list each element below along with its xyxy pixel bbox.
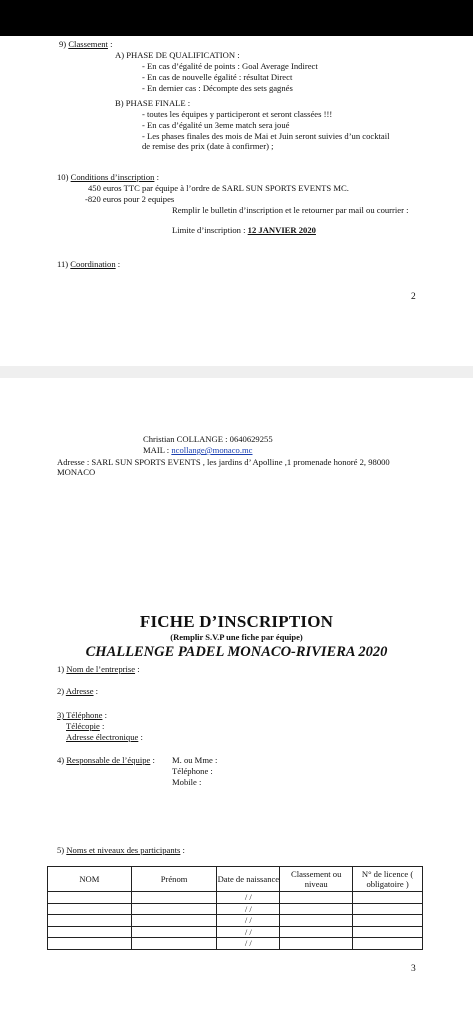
document-page-2: [0, 36, 473, 366]
section-9-colon: :: [107, 39, 113, 49]
cell-prenom[interactable]: [131, 938, 217, 950]
field-number: 1): [57, 664, 67, 674]
header-licence: N° de licence ( obligatoire ): [353, 867, 423, 892]
phase-a-title: A) PHASE DE QUALIFICATION :: [115, 50, 240, 60]
cell-nom[interactable]: [48, 903, 132, 915]
field-colon: :: [180, 845, 185, 855]
header-date-naissance: Date de naissance: [217, 867, 280, 892]
manager-mobile-field: Mobile :: [172, 777, 202, 787]
conditions-line-3: Remplir le bulletin d’inscription et le retourner par mail ou courrier :: [172, 205, 409, 215]
table-row: [48, 892, 423, 904]
cell-licence[interactable]: [353, 903, 423, 915]
manager-name-field: M. ou Mme :: [172, 755, 218, 765]
cell-date[interactable]: / /: [217, 926, 280, 938]
field-company-name: [57, 664, 140, 675]
participants-table: [47, 866, 423, 950]
conditions-line-2: -820 euros pour 2 equipes: [85, 194, 175, 204]
phase-b-title: B) PHASE FINALE :: [115, 98, 191, 108]
section-11-title: Coordination: [70, 259, 116, 269]
address-line-2: MONACO: [57, 467, 96, 477]
form-subtitle: (Remplir S.V.P une fiche par équipe): [170, 632, 303, 642]
cell-date[interactable]: / /: [217, 915, 280, 927]
field-number: 2): [57, 686, 66, 696]
table-header-row: [48, 867, 423, 892]
page-number-3: 3: [411, 964, 416, 974]
phase-b-item: - toutes les équipes y participeront et seront classées !!!: [142, 109, 333, 119]
cell-prenom[interactable]: [131, 892, 217, 904]
cell-nom[interactable]: [48, 892, 132, 904]
phase-b-item: - Les phases finales des mois de Mai et Juin seront suivies d’un cocktail: [142, 131, 390, 141]
field-colon: :: [138, 732, 143, 742]
phase-a-item: - En dernier cas : Décompte des sets gagnés: [142, 83, 293, 93]
field-address: [57, 686, 98, 697]
table-row: [48, 926, 423, 938]
field-phone: [57, 710, 107, 721]
table-row: [48, 915, 423, 927]
field-label: Nom de l’entreprise: [66, 664, 136, 674]
field-fax: [66, 721, 104, 732]
cell-classement[interactable]: [280, 915, 353, 927]
phase-b-item: - En cas d’égalité un 3eme match sera joué: [142, 120, 290, 130]
mail-label: MAIL :: [143, 445, 172, 455]
section-10-heading: [57, 172, 159, 183]
field-number: 3): [57, 710, 67, 720]
field-label: Adresse: [65, 686, 94, 696]
field-colon: :: [99, 721, 105, 731]
field-number: 5): [57, 845, 67, 855]
contact-mail: [143, 445, 253, 456]
section-9-title: Classement: [68, 39, 108, 49]
table-row: [48, 938, 423, 950]
phase-a-item: - En cas d’égalité de points : Goal Average Indirect: [142, 61, 318, 71]
page-number-2: 2: [411, 292, 416, 302]
field-label: Télécopie: [66, 721, 100, 731]
cell-licence[interactable]: [353, 926, 423, 938]
field-label: Téléphone: [66, 710, 103, 720]
address-line-1: Adresse : SARL SUN SPORTS EVENTS , les jardins d’ Apolline ,1 promenade honoré 2, 98000: [57, 457, 390, 467]
field-label: Adresse électronique: [66, 732, 139, 742]
cell-classement[interactable]: [280, 903, 353, 915]
field-label: Responsable de l’équipe: [66, 755, 151, 765]
cell-nom[interactable]: [48, 915, 132, 927]
field-email: [66, 732, 143, 743]
cell-licence[interactable]: [353, 915, 423, 927]
deadline-label: Limite d’inscription :: [172, 225, 248, 235]
section-9-number: 9): [59, 39, 67, 49]
page-separator: [0, 366, 473, 378]
phase-b-item: de remise des prix (date à confirmer) ;: [142, 141, 274, 151]
section-10-colon: :: [154, 172, 159, 182]
cell-licence[interactable]: [353, 938, 423, 950]
phase-a-item: - En cas de nouvelle égalité : résultat Direct: [142, 72, 293, 82]
cell-date[interactable]: / /: [217, 903, 280, 915]
section-10-number: 10): [57, 172, 69, 182]
cell-date[interactable]: / /: [217, 892, 280, 904]
cell-licence[interactable]: [353, 892, 423, 904]
header-classement: Classement ou niveau: [280, 867, 353, 892]
cell-classement[interactable]: [280, 892, 353, 904]
cell-classement[interactable]: [280, 938, 353, 950]
cell-prenom[interactable]: [131, 903, 217, 915]
field-colon: :: [135, 664, 140, 674]
table-row: [48, 903, 423, 915]
cell-nom[interactable]: [48, 926, 132, 938]
section-11-heading: [57, 259, 120, 270]
field-number: 4): [57, 755, 67, 765]
conditions-line-1: 450 euros TTC par équipe à l’ordre de SARL SUN SPORTS EVENTS MC.: [88, 183, 349, 193]
document-page-3: [0, 378, 473, 1024]
header-prenom: Prénom: [131, 867, 217, 892]
form-title: FICHE D’INSCRIPTION: [139, 612, 334, 631]
field-colon: :: [93, 686, 99, 696]
registration-deadline: [172, 225, 316, 236]
cell-nom[interactable]: [48, 938, 132, 950]
manager-phone-field: Téléphone :: [172, 766, 213, 776]
cell-prenom[interactable]: [131, 926, 217, 938]
deadline-date: 12 JANVIER 2020: [247, 225, 316, 235]
section-9-heading: [59, 39, 113, 50]
field-participants: [57, 845, 185, 856]
cell-date[interactable]: / /: [217, 938, 280, 950]
cell-classement[interactable]: [280, 926, 353, 938]
field-label: Noms et niveaux des participants: [66, 845, 181, 855]
mail-link[interactable]: ncollange@monaco.mc: [171, 445, 253, 455]
status-bar: [0, 0, 473, 36]
header-nom: NOM: [48, 867, 132, 892]
section-10-title: Conditions d’inscription: [70, 172, 155, 182]
field-colon: :: [102, 710, 107, 720]
field-colon: :: [150, 755, 155, 765]
section-11-number: 11): [57, 259, 69, 269]
field-team-manager: [57, 755, 155, 766]
challenge-title: CHALLENGE PADEL MONACO-RIVIERA 2020: [85, 644, 388, 660]
contact-name-phone: Christian COLLANGE : 0640629255: [143, 434, 273, 444]
section-11-colon: :: [115, 259, 121, 269]
cell-prenom[interactable]: [131, 915, 217, 927]
